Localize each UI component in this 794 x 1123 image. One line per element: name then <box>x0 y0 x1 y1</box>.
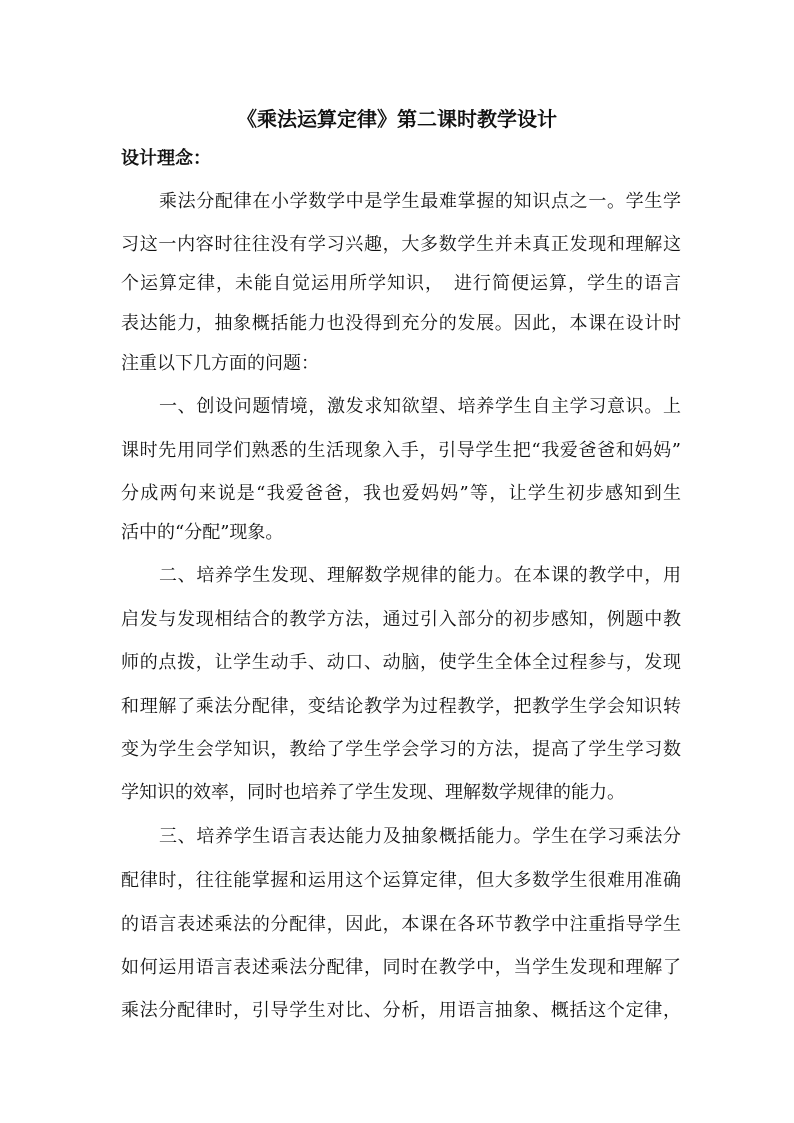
document-title: 《乘法运算定律》第二课时教学设计 <box>237 107 557 131</box>
paragraph-3-line-4: 和理解了乘法分配律，变结论教学为过程教学，把教学生学会知识转 <box>121 696 681 717</box>
section-heading: 设计理念： <box>121 148 211 169</box>
paragraph-2-line-4: 活中的“分配”现象。 <box>121 522 284 543</box>
paragraph-2-line-3: 分成两句来说是“我爱爸爸，我也爱妈妈”等，让学生初步感知到生 <box>121 483 681 504</box>
paragraph-3-line-2: 启发与发现相结合的教学方法，通过引入部分的初步感知，例题中教 <box>121 609 681 630</box>
paragraph-4-line-1: 三、培养学生语言表达能力及抽象概括能力。学生在学习乘法分 <box>159 826 681 847</box>
paragraph-1-line-2: 习这一内容时往往没有学习兴趣，大多数学生并未真正发现和理解这 <box>121 234 681 255</box>
paragraph-3-line-1: 二、培养学生发现、理解数学规律的能力。在本课的教学中，用 <box>159 565 681 586</box>
paragraph-4-line-5: 乘法分配律时，引导学生对比、分析，用语言抽象、概括这个定律， <box>121 1000 681 1021</box>
paragraph-2-line-1: 一、创设问题情境，激发求知欲望、培养学生自主学习意识。上 <box>159 396 681 417</box>
paragraph-2-line-2: 课时先用同学们熟悉的生活现象入手，引导学生把“我爱爸爸和妈妈” <box>121 440 681 461</box>
paragraph-1-line-4: 表达能力，抽象概括能力也没得到充分的发展。因此，本课在设计时 <box>121 313 681 334</box>
paragraph-1-line-1: 乘法分配律在小学数学中是学生最难掌握的知识点之一。学生学 <box>159 191 681 212</box>
paragraph-4-line-2: 配律时，往往能掌握和运用这个运算定律，但大多数学生很难用准确 <box>121 870 681 891</box>
paragraph-4-line-4: 如何运用语言表述乘法分配律，同时在教学中，当学生发现和理解了 <box>121 957 681 978</box>
paragraph-1-line-5: 注重以下几方面的问题： <box>121 353 319 374</box>
paragraph-4-line-3: 的语言表述乘法的分配律，因此，本课在各环节教学中注重指导学生 <box>121 914 681 935</box>
paragraph-1-line-3: 个运算定律，未能自觉运用所学知识， 进行简便运算，学生的语言 <box>121 273 681 294</box>
paragraph-3-line-3: 师的点拨，让学生动手、动口、动脑，使学生全体全过程参与，发现 <box>121 652 681 673</box>
paragraph-3-line-6: 学知识的效率，同时也培养了学生发现、理解数学规律的能力。 <box>121 782 625 803</box>
paragraph-3-line-5: 变为学生会学知识，教给了学生学会学习的方法，提高了学生学习数 <box>121 739 681 760</box>
